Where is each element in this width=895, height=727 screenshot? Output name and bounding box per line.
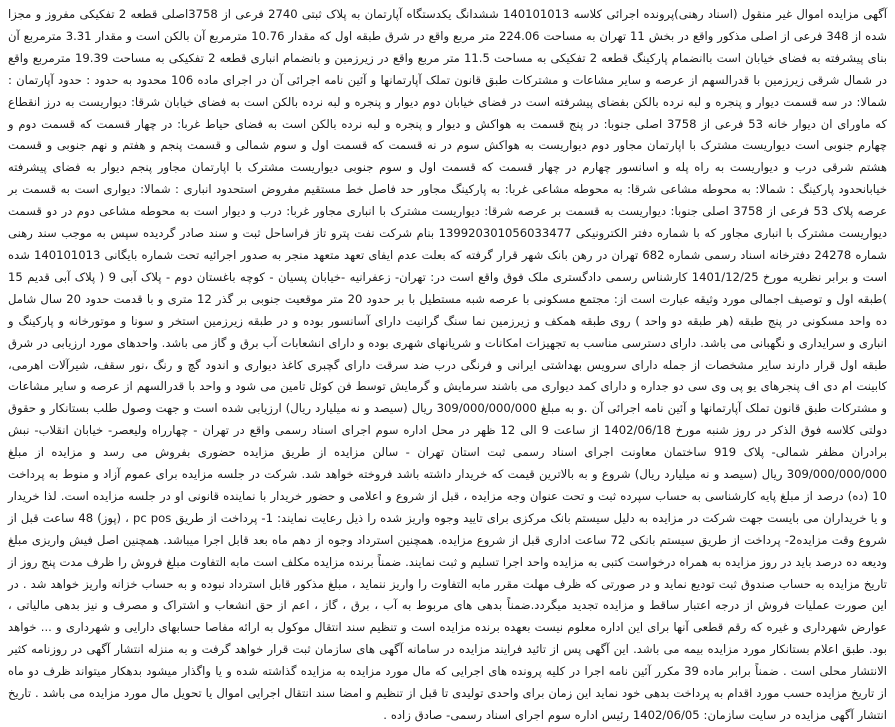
auction-notice-text: آگهی مزایده اموال غیر منقول (اسناد رهنی)پرونده اجرائی کلاسه 140101013 ششدانگ یکدستگاه آپارتمان به پلاک ثبتی 2740 فرعی از 3758اصلی قطعه 2 تفکیکی مفروز و مجزا شده از 348 فرعی از اصلی مذکور واقع در بخش 11 تهران به مساحت 224.06 متر مربع واقع در شرق طبقه اول که مقدار 10.76 مترمربع آن بالکن است و مقدار 3.31 مترمربع آن بنای پیشرفته به فضای خیابان است باانضمام پارکینگ قطعه 2 تفکیکی به مساحت 11.5 متر مربع واقع در زیرزمین و بانضمام انباری قطعه 2 تفکیکی به مساحت 19.39 مترمربع واقع در شمال شرقی زیرزمین با قدرالسهم از عرصه و سایر مشاعات و مشترکات طبق قانون تملک آپارتمانها و آئین نامه اجرائی آن در اجرای ماده 106 محدود به حدود : حدود آپارتمان : شمالا: در سه قسمت دیوار و پنجره و لبه نرده بالکن بفضای پیشرفته است در فضای خیابان دوم دیوار و پنجره و لبه نرده بالکن است به فضای خیابان شرقا: دیواریست به درز انقطاع که ماورای ان دیوار خانه 53 فرعی از 3758 اصلی جنوبا: در پنج قسمت به هواکش و دیوار و پنجره و لبه نرده بالکن است به فضای حیاط غربا: در چهار قسمت که قسمت دوم و چهارم جنوبی است دیواریست مشترک با اپارتمان مجاور دوم دیواریست به هواکش سوم در نه قسمت که قسمت اول و سوم شمالی و قسمت پنجم و هفتم و نهم جنوبی و قسمت هشتم شرقی درب و دیواریست به راه پله و اسانسور چهارم در چهار قسمت که قسمت اول و سوم جنوبی دیواریست مشترک با اپارتمان مجاور پنجم دیوار به فضای پیشرفته خیابانحدود پارکینگ : شمالا: به محوطه مشاعی شرقا: به محوطه مشاعی غربا: به پارکینگ مجاور حد فاصل خط مستقیم مفروض استحدود انباری : شمالا: دیواری است به قسمت بر عرصه پلاک 53 فرعی از 3758 اصلی جنوبا: دیواریست به قسمت بر عرصه شرقا: دیواریست مشترک با انباری مجاور غربا: درب و دیوار است به محوطه مشاعی دوم در دو قسمت دیواریست مشترک با انباری مجاور که با شماره دفتر الکترونیکی 139920301056033477 بنام شرکت نفت پترو تاز فراساحل ثبت و سند صادر گردیده سپس به موجب سند رهنی شماره 24278 دفترخانه اسناد رسمی شماره 682 تهران در رهن بانک شهر قرار گرفته که بعلت عدم ایفای تعهد متعهد منجر به صدور اجرائیه تحت شماره بایگانی 140101013 شده است و برابر نظریه مورخ 1401/12/25 کارشناس رسمی دادگستری ملک فوق واقع است در: تهران- زعفرانیه -خیابان پسیان - کوچه باغستان دوم - پلاک آبی 9 ( پلاک آبی قدیم 15 )طبقه اول و توصیف اجمالی مورد وثیقه عبارت است از: مجتمع مسکونی با عرصه شبه مستطیل با بر حدود 20 متر موقعیت جنوبی بر گذر 12 متری و با قدمت حدود 20 سال شامل ده واحد مسکونی در پنج طبقه (هر طبقه دو واحد ) روی طبقه همکف و زیرزمین نما سنگ گرانیت دارای آسانسور بوده و در طبقه زیرزمین استخر و سونا و موتورخانه و پارکینگ و انباری و سرایداری و نگهبانی می باشد. دارای دسترسی مناسب به تجهیزات امکانات و شریانهای شهری بوده و دارای انشعابات آب برق و گاز می باشد. واحدهای مورد ارزیابی در شرق طبقه اول قرار دارند سایر مشخصات از جمله دارای سرویس بهداشتی ایرانی و فرنگی درب ضد سرقت دارای گچبری کاغذ دیواری و اندود گچ و رنگ ،نور سقف، شیرآلات اهرمی، کابینت ام دی اف پنجرهای یو پی وی سی دو جداره و دارای کمد دیواری می باشند سرمایش و گرمایش توسط فن کوئل تامین می شود و واحد با قدرالسهم از عرصه و سایر مشاعات و مشترکات طبق قانون تملک آپارتمانها و آئین نامه اجرائی آن .و به مبلغ 309/000/000/000 ریال (سیصد و نه میلیارد ریال) ارزیابی شده است و جهت وصول طلب بستانکار و حقوق دولتی کلاسه فوق الذکر در روز شنبه مورخ 1402/06/18 از ساعت 9 الی 12 ظهر در محل اداره سوم اجرای اسناد رسمی واقع در تهران - چهارراه ولیعصر- خیابان انقلاب- نبش برادران مظفر شمالی- پلاک 919 ساختمان معاونت اجرای اسناد رسمی ثبت استان تهران - سالن مزایده از طریق مزایده حضوری بفروش می رسد و مزایده از مبلغ 309/000/000/000 ریال (سیصد و نه میلیارد ریال) شروع و به بالاترین قیمت که خریدار داشته باشد فروخته خواهد شد. شرکت در جلسه مزایده برای عموم آزاد و منوط به پرداخت 10 (ده) درصد از مبلغ پایه کارشناسی به حساب سپرده ثبت و تحت عنوان وجه مزایده ، قبل از شروع و اعلامی و حضور خریدار با نماینده قانونی او در جلسه مزایده است. لذا خریدار و یا خریداران می بایست جهت شرکت در مزایده به دلیل سیستم بانک مرکزی برای تایید وجوه واریز شده را ذیل رعایت نمایند: 1- پرداخت از طریق pc pos ، (پوز) 48 ساعت قبل از شروع وقت مزایده2- پرداخت از طریق سیستم بانکی 72 ساعت اداری قبل از شروع مزایده. همچنین استرداد وجوه از دهم ماه بعد قابل اجرا میباشد. همچنین اصل فیش واریزی مبلغ ودیعه ده درصد باید در روز مزایده به همراه درخواست کتبی به مزایده واحد اجرا تسلیم و ثبت نمایند. ضمناً برنده مزایده مکلف است مابه التفاوت مبلغ فروش را ظرف مدت پنج روز از تاریخ مزایده به حساب صندوق ثبت تودیع نماید و در صورتی که ظرف مهلت مقرر مابه التفاوت را واریز ننماید ، مبلغ مذکور قابل استرداد نبوده و به حساب خزانه واریز خواهد شد . در این صورت عملیات فروش از درجه اعتبار ساقط و مزایده تجدید میگردد.ضمناً بدهی های مربوط به آب ، برق ، گاز ، اعم از حق انشعاب و اشتراک و مصرف و نیز بدهی مالیاتی ، عوارض شهرداری و غیره که رقم قطعی آنها برای این اداره معلوم نیست بعهده برنده مزایده است و تنظیم سند انتقال موکول به ارائه مفاصا حسابهای دارایی و شهرداری و ... خواهد بود. طبق اعلام بستانکار مورد مزایده بیمه می باشد. این آگهی پس از تائید فرایند مزایده در سامانه آگهی های سازمان ثبت قرار خواهد گرفت و به منزله انتشار آگهی در روزنامه کثیر الانتشار محلی است . ضمناً برابر ماده 39 مکرر آئین نامه اجرا در کلیه پرونده های اجرایی که مال مورد مزایده به مزایده گذاشته شده و یا واگذار میشود بدهکار میتواند ظرف دو ماه از تاریخ مزایده حسب مورد اقدام به پرداخت بدهی خود نماید این زمان برای واحدی تولیدی تا قبل از تنظیم و امضا سند انتقال اجرایی اموال یا تحویل مال مورد مزایده می باشد . تاریخ انتشار آگهی مزایده در سایت سازمان: 1402/06/05 رئیس اداره سوم اجرای اسناد رسمی- صادق زاده . (7, 7, 888, 722)
